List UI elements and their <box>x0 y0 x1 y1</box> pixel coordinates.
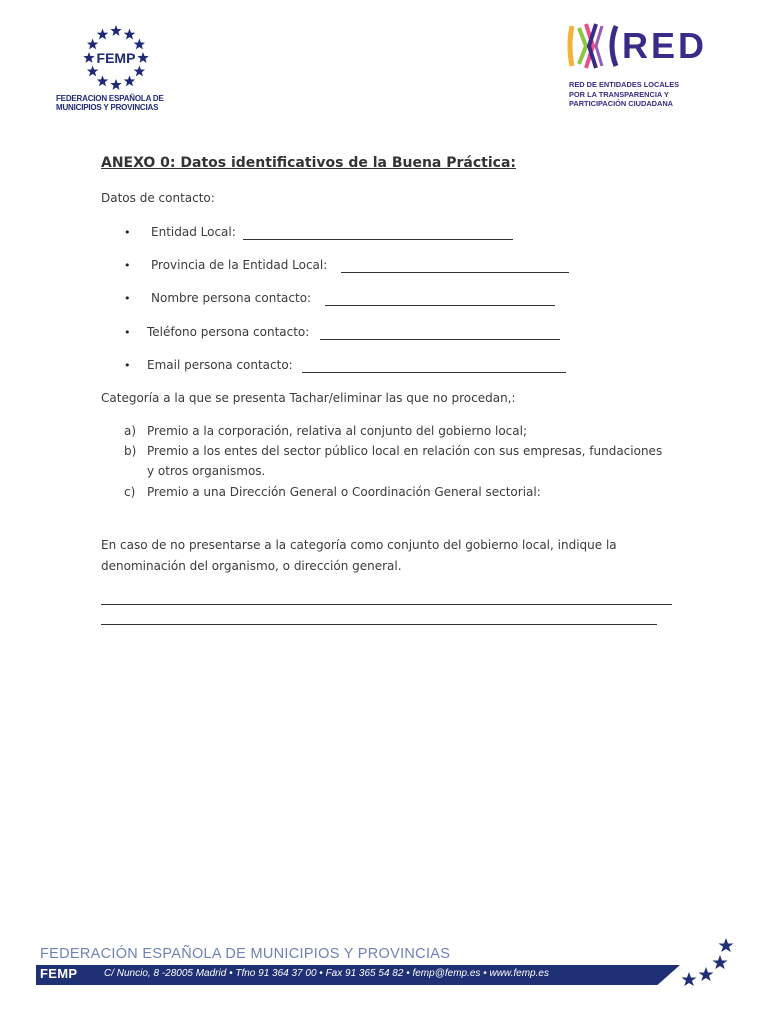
answer-input-line-1[interactable] <box>101 604 672 605</box>
field-label-nombre-contacto: Nombre persona contacto: <box>151 291 312 305</box>
red-caption-line-1: RED DE ENTIDADES LOCALES <box>569 80 680 89</box>
femp-star-icon <box>124 75 135 86</box>
red-logo-wordmark: RED <box>622 25 708 66</box>
femp-star-icon <box>87 66 98 77</box>
red-logo-emblem-icon <box>566 20 622 76</box>
femp-star-icon <box>97 75 108 86</box>
footer-title: FEDERACIÓN ESPAÑOLA DE MUNICIPIOS Y PROVINCIAS <box>40 946 451 962</box>
femp-logo-caption <box>56 94 180 112</box>
answer-input-line-2[interactable] <box>101 624 657 625</box>
footer-brand: FEMP <box>40 966 78 981</box>
femp-star-icon <box>137 52 148 63</box>
femp-star-icon <box>110 25 121 36</box>
femp-caption-line-2: MUNICIPIOS Y PROVINCIAS <box>56 103 159 112</box>
contact-intro: Datos de contacto: <box>101 191 215 205</box>
bullet-icon: • <box>124 292 131 305</box>
red-logo <box>566 18 716 114</box>
note-line-1: En caso de no presentarse a la categoría como conjunto del gobierno local, indique la <box>101 538 617 552</box>
femp-star-icon <box>124 29 135 40</box>
femp-caption-line-1: FEDERACION ESPAÑOLA DE <box>56 94 164 103</box>
femp-logo-wordmark: FEMP <box>96 50 136 66</box>
field-label-provincia: Provincia de la Entidad Local: <box>151 258 328 272</box>
femp-logo <box>56 22 176 118</box>
field-nombre-contacto-input-line[interactable] <box>325 305 555 306</box>
femp-star-icon <box>83 52 94 63</box>
bullet-icon: • <box>124 259 131 272</box>
category-b-text-line-1: Premio a los entes del sector público local en relación con sus empresas, fundaciones <box>147 444 663 458</box>
field-email-contacto-input-line[interactable] <box>302 372 566 373</box>
category-a-text: Premio a la corporación, relativa al conjunto del gobierno local; <box>147 424 527 438</box>
femp-star-icon <box>87 39 98 50</box>
footer-address: C/ Nuncio, 8 -28005 Madrid • Tfno 91 364 37 00 • Fax 91 365 54 82 • femp@femp.es • www.femp.es <box>104 968 549 979</box>
category-marker-b: b) <box>124 444 137 458</box>
red-caption-line-3: PARTICIPACIÓN CIUDADANA <box>569 99 674 108</box>
femp-star-circle-icon <box>56 22 176 94</box>
femp-star-icon <box>97 29 108 40</box>
red-caption-line-2: POR LA TRANSPARENCIA Y <box>569 89 669 99</box>
red-logo-caption <box>569 80 709 109</box>
field-label-email-contacto: Email persona contacto: <box>147 358 293 372</box>
femp-star-icon <box>134 66 145 77</box>
category-intro: Categoría a la que se presenta Tachar/eliminar las que no procedan,: <box>101 391 516 405</box>
document-title: ANEXO 0: Datos identificativos de la Buena Práctica: <box>101 155 517 171</box>
field-provincia-input-line[interactable] <box>341 272 569 273</box>
category-c-text: Premio a una Dirección General o Coordinación General sectorial: <box>147 485 541 499</box>
category-marker-c: c) <box>124 485 136 499</box>
field-entidad-local-input-line[interactable] <box>243 239 513 240</box>
bullet-icon: • <box>124 226 131 239</box>
note-line-2: denominación del organismo, o dirección general. <box>101 559 402 573</box>
field-label-telefono-contacto: Teléfono persona contacto: <box>147 325 310 339</box>
footer-stars-icon <box>676 934 740 990</box>
field-telefono-contacto-input-line[interactable] <box>320 339 560 340</box>
femp-star-icon <box>110 79 121 90</box>
bullet-icon: • <box>124 326 131 339</box>
bullet-icon: • <box>124 359 131 372</box>
category-b-text-line-2: y otros organismos. <box>147 464 266 478</box>
field-label-entidad-local: Entidad Local: <box>151 225 236 239</box>
femp-star-icon <box>134 39 145 50</box>
category-marker-a: a) <box>124 424 137 438</box>
